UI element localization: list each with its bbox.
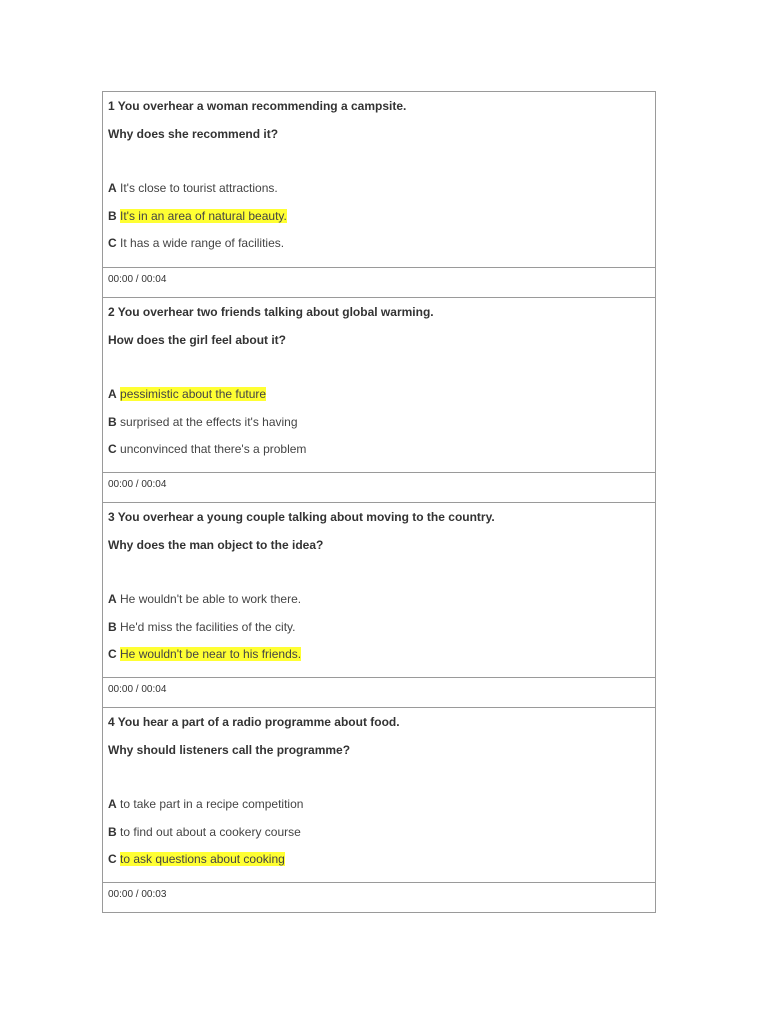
option-text-highlighted: He wouldn't be near to his friends.: [120, 647, 302, 661]
question-prompt: Why should listeners call the programme?: [108, 743, 351, 757]
audio-time: 00:00 / 00:04: [108, 479, 167, 490]
audio-player-2[interactable]: [103, 472, 655, 502]
option-letter: B: [108, 825, 117, 839]
option-letter: C: [108, 852, 117, 866]
option-letter: A: [108, 387, 117, 401]
audio-player-3[interactable]: [103, 677, 655, 707]
option-text: surprised at the effects it's having: [120, 415, 298, 429]
option-c[interactable]: [108, 851, 285, 867]
question-prompt: Why does she recommend it?: [108, 127, 279, 141]
option-text: He'd miss the facilities of the city.: [120, 620, 296, 634]
question-prompt: Why does the man object to the idea?: [108, 538, 324, 552]
option-letter: B: [108, 620, 117, 634]
question-1: [103, 92, 655, 267]
option-c[interactable]: [108, 441, 306, 457]
question-prompt: How does the girl feel about it?: [108, 333, 287, 347]
audio-player-4[interactable]: [103, 882, 655, 912]
option-c[interactable]: [108, 235, 284, 251]
option-letter: C: [108, 647, 117, 661]
audio-player-1[interactable]: [103, 267, 655, 297]
question-2: [103, 297, 655, 472]
option-a[interactable]: [108, 386, 266, 402]
option-text: It's close to tourist attractions.: [120, 181, 278, 195]
listening-quiz: [102, 91, 656, 913]
option-b[interactable]: [108, 824, 301, 840]
option-letter: A: [108, 797, 117, 811]
question-3: [103, 502, 655, 677]
option-c[interactable]: [108, 646, 301, 662]
option-text: to find out about a cookery course: [120, 825, 301, 839]
option-text: It has a wide range of facilities.: [120, 236, 285, 250]
option-letter: B: [108, 415, 117, 429]
option-letter: B: [108, 209, 117, 223]
question-title: 3 You overhear a young couple talking about moving to the country.: [108, 510, 495, 524]
option-text: unconvinced that there's a problem: [120, 442, 307, 456]
audio-time: 00:00 / 00:03: [108, 889, 167, 900]
audio-time: 00:00 / 00:04: [108, 684, 167, 695]
option-letter: A: [108, 181, 117, 195]
question-title: 2 You overhear two friends talking about global warming.: [108, 305, 434, 319]
option-letter: A: [108, 592, 117, 606]
option-text: He wouldn't be able to work there.: [120, 592, 302, 606]
option-a[interactable]: [108, 180, 278, 196]
option-text-highlighted: pessimistic about the future: [120, 387, 267, 401]
option-b[interactable]: [108, 208, 287, 224]
option-text-highlighted: It's in an area of natural beauty.: [120, 209, 287, 223]
option-letter: C: [108, 236, 117, 250]
option-letter: C: [108, 442, 117, 456]
option-a[interactable]: [108, 591, 301, 607]
question-title: 1 You overhear a woman recommending a campsite.: [108, 99, 407, 113]
option-text-highlighted: to ask questions about cooking: [120, 852, 285, 866]
question-title: 4 You hear a part of a radio programme about food.: [108, 715, 400, 729]
question-4: [103, 707, 655, 882]
option-b[interactable]: [108, 619, 295, 635]
option-b[interactable]: [108, 414, 298, 430]
audio-time: 00:00 / 00:04: [108, 274, 167, 285]
option-a[interactable]: [108, 796, 303, 812]
option-text: to take part in a recipe competition: [120, 797, 304, 811]
